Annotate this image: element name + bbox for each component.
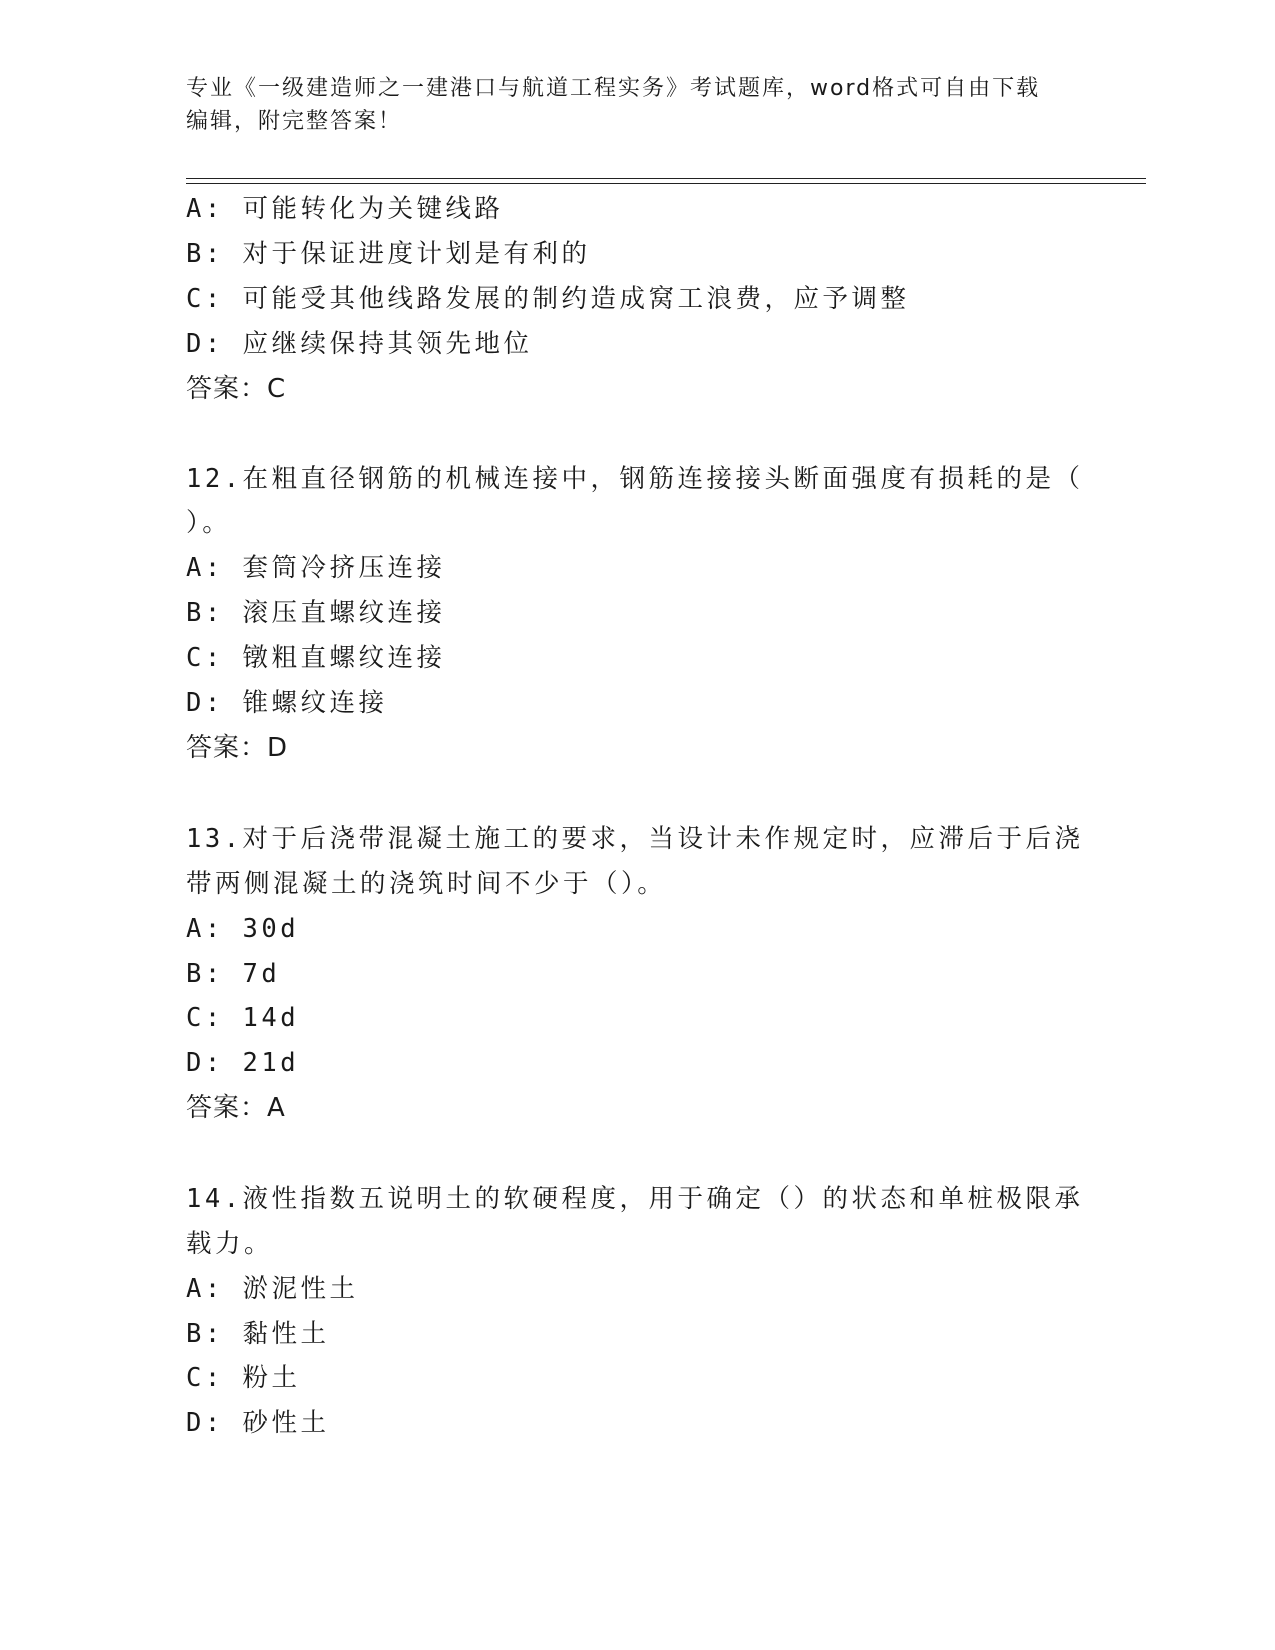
question-12-option-d: D: 锥螺纹连接 [186, 688, 388, 718]
header-title-line-1: 专业《一级建造师之一建港口与航道工程实务》考试题库，word格式可自由下载 [186, 76, 1041, 101]
question-13-option-b: B: 7d [186, 959, 281, 989]
question-14-stem-line-1: 14.液性指数五说明土的软硬程度，用于确定（）的状态和单桩极限承 [186, 1184, 1084, 1214]
question-12-option-a: A: 套筒冷挤压连接 [186, 553, 446, 583]
question-12-answer: 答案：D [186, 733, 289, 763]
question-11-answer: 答案：C [186, 374, 287, 404]
header-divider-top [186, 178, 1146, 179]
question-11-option-d: D: 应继续保持其领先地位 [186, 329, 533, 359]
question-14-option-c: C: 粉土 [186, 1363, 301, 1393]
question-14-stem-line-2: 载力。 [186, 1229, 274, 1259]
header-title-line-2: 编辑，附完整答案！ [186, 109, 403, 134]
question-13-stem-line-1: 13.对于后浇带混凝土施工的要求，当设计未作规定时，应滞后于后浇 [186, 824, 1084, 854]
question-14-option-d: D: 砂性土 [186, 1408, 330, 1438]
question-13-answer: 答案：A [186, 1093, 286, 1123]
question-12-stem-line-2: ）。 [186, 508, 232, 538]
question-13-option-c: C: 14d [186, 1003, 300, 1033]
question-11-option-c: C: 可能受其他线路发展的制约造成窝工浪费，应予调整 [186, 284, 910, 314]
question-13-option-a: A: 30d [186, 914, 300, 944]
question-12-option-b: B: 滚压直螺纹连接 [186, 598, 446, 628]
document-header [186, 72, 1066, 138]
header-divider-bottom [186, 183, 1146, 184]
question-11-option-a: A: 可能转化为关键线路 [186, 194, 504, 224]
question-14-option-b: B: 黏性土 [186, 1319, 330, 1349]
question-13-stem-line-2: 带两侧混凝土的浇筑时间不少于（）。 [186, 869, 667, 899]
question-12-option-c: C: 镦粗直螺纹连接 [186, 643, 446, 673]
question-12-stem-line-1: 12.在粗直径钢筋的机械连接中，钢筋连接接头断面强度有损耗的是（ [186, 464, 1084, 494]
question-13-option-d: D: 21d [186, 1048, 300, 1078]
question-11-option-b: B: 对于保证进度计划是有利的 [186, 239, 591, 269]
question-14-option-a: A: 淤泥性土 [186, 1274, 359, 1304]
